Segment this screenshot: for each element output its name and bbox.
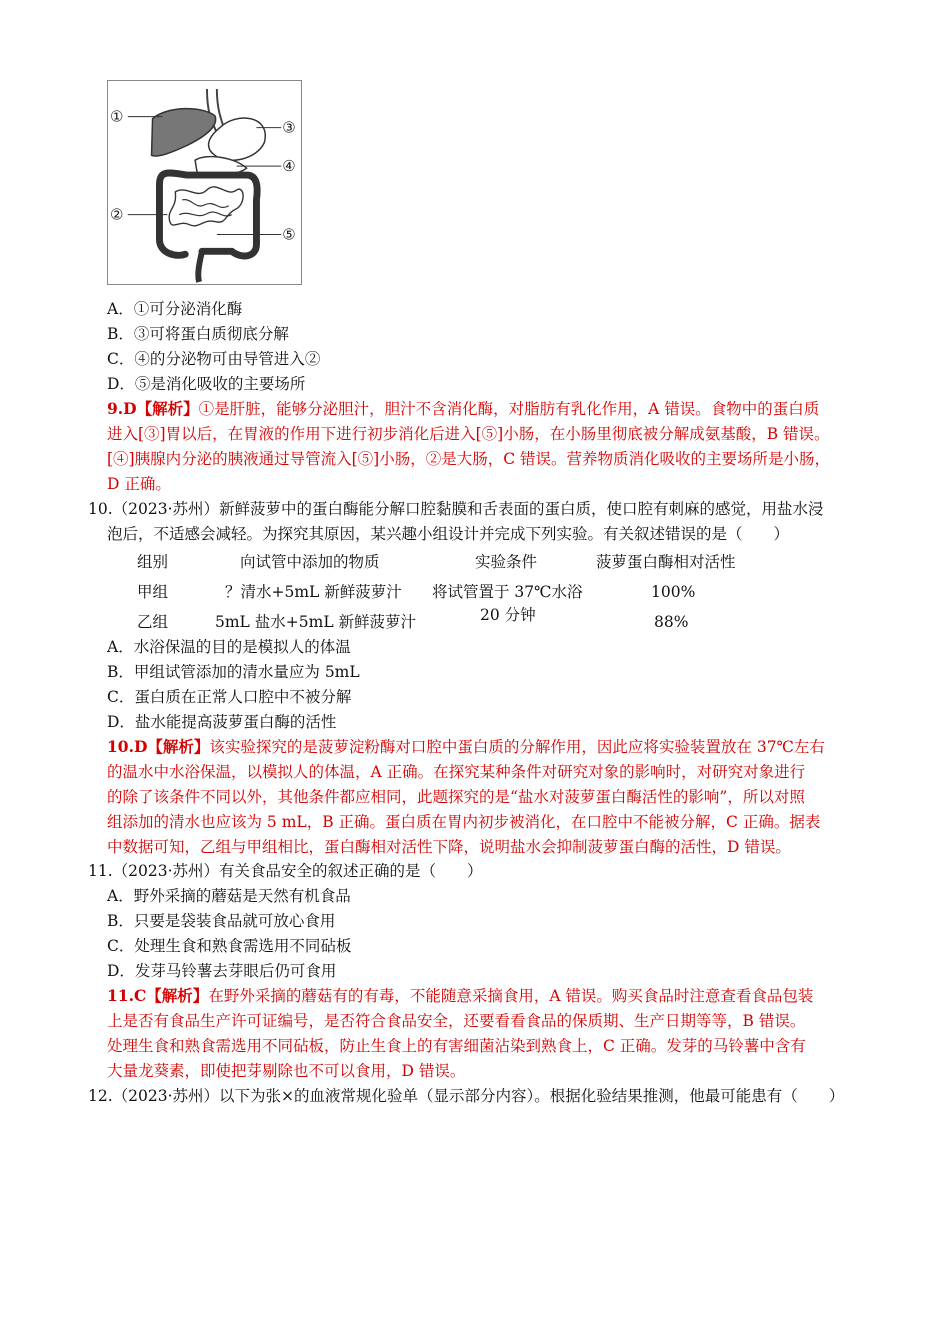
- table-header-substance: 向试管中添加的物质: [240, 553, 380, 571]
- q11-answer-line-3: 处理生食和熟食需选用不同砧板，防止生食上的有害细菌沾染到熟食上，C 正确。发芽的马铃薯中含有: [107, 1037, 806, 1055]
- table-header-condition: 实验条件: [475, 553, 538, 571]
- q10-option-a: A．水浴保温的目的是模拟人的体温: [107, 638, 351, 656]
- q11-option-c: C．处理生食和熟食需选用不同砧板: [107, 937, 352, 955]
- rectum-shape: [198, 251, 202, 282]
- q9-option-a: A．①可分泌消化酶: [107, 300, 243, 318]
- q11-answer-line-2: 上是否有食品生产许可证编号，是否符合食品安全，还要看看食品的保质期、生产日期等等，B 错误。: [107, 1012, 806, 1030]
- table-row2-group: 乙组: [137, 613, 169, 631]
- small-intestine-shape: [169, 187, 243, 226]
- q12-stem: 12.（2023·苏州）以下为张×的血液常规化验单（显示部分内容）。根据化验结果推测，他最可能患有（ ）: [88, 1087, 845, 1105]
- table-row2-substance: 5mL 盐水+5mL 新鲜菠萝汁: [215, 613, 417, 631]
- diagram-label-3: ③: [282, 119, 296, 137]
- q10-answer-line-1: 10.D【解析】该实验探究的是菠萝淀粉酶对口腔中蛋白质的分解作用，因此应将实验装置放在 37℃左右: [107, 737, 825, 756]
- q9-answer-head: 9.D【解析】: [107, 399, 199, 418]
- table-header-group: 组别: [137, 553, 169, 571]
- q10-answer-line-4: 组添加的清水也应该为 5 mL，B 正确。蛋白质在胃内初步被消化，在口腔中不能被分解，C 正确。据表: [107, 813, 821, 831]
- q9-answer-line-3: [④]胰腺内分泌的胰液通过导管流入[⑤]小肠，②是大肠，C 错误。营养物质消化吸收的主要场所是小肠，: [107, 450, 830, 468]
- table-row2-condition: 20 分钟: [480, 606, 536, 624]
- diagram-label-1: ①: [109, 108, 124, 126]
- q11-answer-line-4: 大量龙葵素，即使把芽剔除也不可以食用，D 错误。: [107, 1062, 466, 1080]
- q9-option-b: B．③可将蛋白质彻底分解: [107, 325, 289, 343]
- diagram-label-2: ②: [109, 206, 124, 224]
- q10-stem-line-2: 泡后，不适感会减轻。为探究其原因，某兴趣小组设计并完成下列实验。有关叙述错误的是（ ）: [107, 525, 790, 543]
- q10-answer-line-3: 的除了该条件不同以外，其他条件都应相同，此题探究的是“盐水对菠萝蛋白酶活性的影响”，所以对照: [107, 788, 805, 806]
- table-header-activity: 菠萝蛋白酶相对活性: [596, 553, 736, 571]
- diagram-label-5: ⑤: [282, 226, 296, 244]
- q10-option-c: C．蛋白质在正常人口腔中不被分解: [107, 688, 352, 706]
- stomach-shape: [209, 118, 266, 160]
- q9-answer-line-2: 进入[③]胃以后，在胃液的作用下进行初步消化后进入[⑤]小肠，在小肠里彻底被分解成氨基酸，B 错误。: [107, 425, 830, 443]
- q10-answer-line-2: 的温水中水浴保温，以模拟人的体温，A 正确。在探究某种条件对研究对象的影响时，对研究对象进行: [107, 763, 806, 781]
- table-row1-activity: 100%: [651, 583, 696, 601]
- q11-option-b: B．只要是袋装食品就可放心食用: [107, 912, 336, 930]
- q11-option-d: D．发芽马铃薯去芽眼后仍可食用: [107, 962, 337, 980]
- q10-answer-line-5: 中数据可知，乙组与甲组相比，蛋白酶相对活性下降，说明盐水会抑制菠萝蛋白酶的活性，D 错误。: [107, 838, 791, 856]
- q9-answer-line-1: 9.D【解析】①是肝脏，能够分泌胆汁，胆汁不含消化酶，对脂肪有乳化作用，A 错误。食物中的蛋白质: [107, 399, 820, 418]
- table-row2-activity: 88%: [654, 613, 689, 631]
- q9-answer-line-4: D 正确。: [107, 475, 171, 493]
- diagram-label-4: ④: [282, 158, 296, 176]
- q11-option-a: A．野外采摘的蘑菇是天然有机食品: [107, 887, 351, 905]
- digestive-system-diagram: [107, 80, 302, 285]
- liver-shape: [152, 109, 216, 156]
- q10-answer-head: 10.D【解析】: [107, 737, 210, 756]
- q10-option-b: B．甲组试管添加的清水量应为 5mL: [107, 663, 360, 681]
- q10-option-d: D．盐水能提高菠萝蛋白酶的活性: [107, 713, 337, 731]
- q11-answer-head: 11.C【解析】: [107, 986, 209, 1005]
- digestive-system-svg: [108, 81, 301, 284]
- q11-stem: 11.（2023·苏州）有关食品安全的叙述正确的是（ ）: [88, 862, 483, 880]
- q9-option-d: D．⑤是消化吸收的主要场所: [107, 375, 306, 393]
- q11-answer-line-1: 11.C【解析】在野外采摘的蘑菇有的有毒，不能随意采摘食用，A 错误。购买食品时注意查看食品包装: [107, 986, 814, 1005]
- table-row1-group: 甲组: [137, 583, 169, 601]
- table-row1-condition: 将试管置于 37℃水浴: [432, 583, 583, 601]
- q9-option-c: C．④的分泌物可由导管进入②: [107, 350, 321, 368]
- table-row1-substance: ？清水+5mL 新鲜菠萝汁: [225, 583, 402, 601]
- q10-stem-line-1: 10.（2023·苏州）新鲜菠萝中的蛋白酶能分解口腔黏膜和舌表面的蛋白质，使口腔有刺麻的感觉，用盐水浸: [88, 500, 824, 518]
